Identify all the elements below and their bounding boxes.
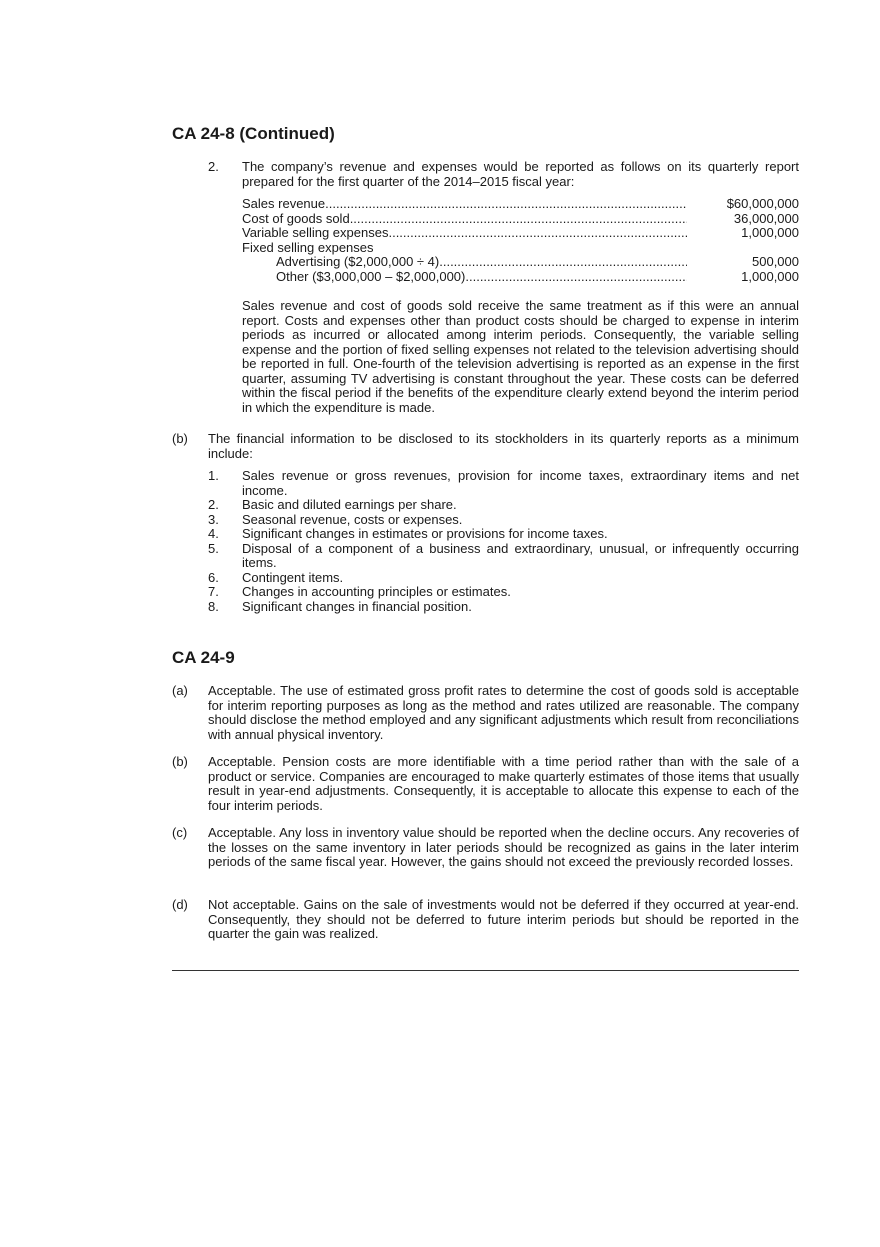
leader-dots (388, 226, 687, 241)
part-text: Not acceptable. Gains on the sale of investments would not be deferred if they occurred at year-end. Consequently, they should not be deferred to future interim periods but should be reported in the quarter the gain was realized. (208, 897, 799, 941)
list-number: 3. (208, 511, 219, 527)
list-number: 8. (208, 598, 219, 614)
part-text: Acceptable. The use of estimated gross profit rates to determine the cost of goods sold is acceptable for interim reporting purposes as long as the method and rates utilized are reasonable. The company should disclose the method employed and any significant adjustments which result from reconciliations with annual physical inventory. (208, 683, 799, 742)
list-number: 4. (208, 526, 219, 541)
fin-label: Other ($3,000,000 – $2,000,000) (276, 268, 466, 284)
list-item (208, 600, 799, 615)
item-2-intro: The company’s revenue and expenses would be reported as follows on its quarterly report prepared for the first quarter of the 2014–2015 fiscal year: (242, 159, 799, 189)
part-label: (d) (172, 897, 188, 912)
leader-dots (350, 212, 687, 227)
fin-row-fixed-selling (242, 241, 799, 256)
part-b-label: (b) (172, 431, 188, 446)
list-text: Disposal of a component of a business and extraordinary, unusual, or infrequently occurring items. (242, 540, 799, 570)
list-item (208, 542, 799, 571)
part-label: (b) (172, 754, 188, 769)
list-text: Significant changes in financial position. (242, 598, 472, 614)
list-text: Basic and diluted earnings per share. (242, 497, 457, 512)
list-number: 2. (208, 497, 219, 512)
list-text: Sales revenue or gross revenues, provision for income taxes, extraordinary items and net income. (242, 468, 799, 498)
fin-value: 1,000,000 (741, 225, 799, 240)
fin-label: Cost of goods sold (242, 210, 350, 226)
fin-value: 500,000 (752, 254, 799, 269)
fin-label: Advertising ($2,000,000 ÷ 4) (276, 254, 440, 269)
list-item (208, 571, 799, 586)
list-item (208, 585, 799, 600)
list-text: Contingent items. (242, 569, 344, 585)
list-item (208, 469, 799, 498)
fin-value: 36,000,000 (733, 210, 799, 226)
item-2-number: 2. (208, 159, 219, 174)
list-item (208, 527, 799, 542)
fin-row-other (242, 270, 799, 285)
bottom-rule (172, 970, 799, 971)
fin-value: 1,000,000 (741, 268, 799, 284)
list-number: 7. (208, 584, 219, 599)
list-number: 5. (208, 540, 219, 556)
leader-dots (439, 255, 687, 270)
fin-row-cost-of-goods-sold (242, 212, 799, 227)
fin-label: Fixed selling expenses (242, 239, 374, 255)
fin-value: $60,000,000 (726, 196, 799, 211)
fin-row-advertising (242, 255, 799, 270)
part-text: Acceptable. Pension costs are more identifiable with a time period rather than with the sale of a product or service. Companies are encouraged to make quarterly estimates of those items that usually result in year-end adjustments. Consequently, it is acceptable to allocate this expense to each of the four interim periods. (208, 754, 799, 813)
section-heading-ca24-9: CA 24-9 (172, 648, 235, 667)
leader-dots (465, 270, 687, 285)
list-text: Significant changes in estimates or provisions for income taxes. (242, 526, 608, 541)
list-text: Seasonal revenue, costs or expenses. (242, 511, 463, 527)
part-text: Acceptable. Any loss in inventory value should be reported when the decline occurs. Any recoveries of the losses on the same inventory in later periods should be recognized as gains in the later interim periods of the same fiscal year. However, the gains should not exceed the previously recorded losses. (208, 825, 799, 869)
item-2-paragraph: Sales revenue and cost of goods sold receive the same treatment as if this were an annual report. Costs and expenses other than product costs should be charged to expense in interim periods as incurred or allocated among interim periods. Consequently, the variable selling expense and the portion of fixed selling expenses not related to the television advertising should be reported in full. One-fourth of the television advertising is reported as an expense in the first quarter, assuming TV advertising is constant throughout the year. These costs can be deferred within the fiscal period if the benefits of the expenditure clearly extend beyond the interim period in which the expenditure is made. (242, 298, 799, 415)
list-item (208, 513, 799, 528)
part-b-intro: The financial information to be disclosed to its stockholders in its quarterly reports as a minimum include: (208, 431, 799, 461)
list-item (208, 498, 799, 513)
fin-row-sales-revenue (242, 197, 799, 212)
part-label: (c) (172, 825, 188, 840)
fin-row-variable-selling (242, 226, 799, 241)
list-number: 1. (208, 468, 219, 483)
disclosure-list (208, 469, 799, 614)
fin-label: Sales revenue (242, 196, 326, 211)
fin-label: Variable selling expenses (242, 225, 389, 240)
financial-table (242, 197, 799, 284)
list-number: 6. (208, 569, 219, 585)
leader-dots (325, 197, 687, 212)
part-label: (a) (172, 683, 188, 698)
list-text: Changes in accounting principles or estimates. (242, 584, 511, 599)
section-heading-ca24-8: CA 24-8 (Continued) (172, 124, 335, 143)
